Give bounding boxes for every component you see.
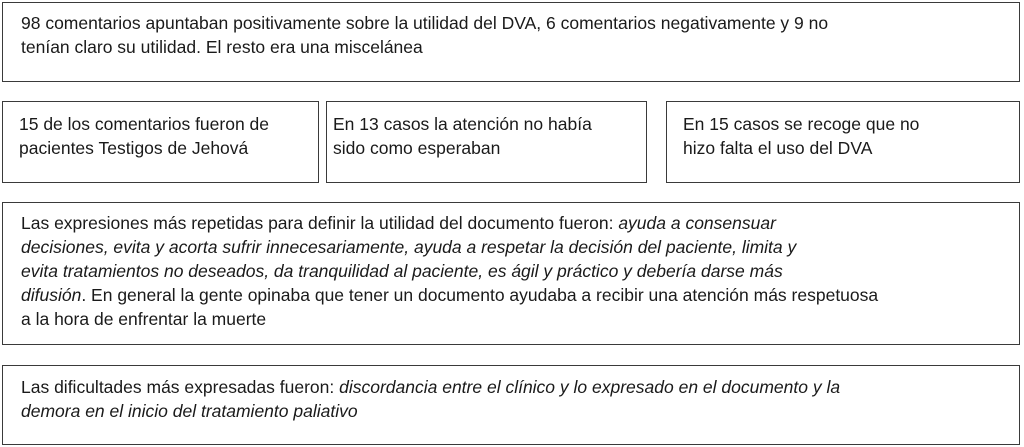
jehovah-witness-text-line-2: pacientes Testigos de Jehová — [19, 138, 249, 158]
difficulties-box — [2, 365, 1020, 445]
difficulties-italic-text-2: demora en el inicio del tratamiento paliativo — [21, 401, 358, 421]
jehovah-witness-text-line-1: 15 de los comentarios fueron de — [19, 114, 270, 134]
utility-italic-text-1: ayuda a consensuar — [618, 213, 776, 233]
not-needed-box — [666, 101, 1020, 183]
summary-text-line-2: tenían claro su utilidad. El resto era una miscelánea — [21, 37, 423, 57]
not-needed-text-line-2: hizo falta el uso del DVA — [683, 138, 873, 158]
not-needed-text-line-1: En 15 casos se recoge que no — [683, 114, 920, 134]
summary-box — [2, 2, 1020, 82]
utility-italic-text-4: difusión — [21, 285, 82, 305]
difficulties-text-line-1 — [21, 375, 1005, 399]
unmet-expectations-text-line-2: sido como esperaban — [333, 138, 501, 158]
utility-text-line-5: a la hora de enfrentar la muerte — [21, 309, 267, 329]
utility-text-line-1 — [21, 211, 1005, 235]
utility-text-line-4 — [21, 283, 1005, 307]
jehovah-witness-box — [2, 101, 319, 183]
difficulties-text-line-2 — [21, 399, 1005, 423]
utility-italic-text-2: decisiones, evita y acorta sufrir innecesariamente, ayuda a respetar la decisión del paciente, limita y — [21, 237, 797, 257]
utility-expressions-box — [2, 202, 1020, 345]
difficulties-italic-text-1: discordancia entre el clínico y lo expresado en el documento y la — [339, 377, 841, 397]
utility-text-line-3 — [21, 259, 1005, 283]
utility-text-line-2 — [21, 235, 1005, 259]
utility-intro-text: Las expresiones más repetidas para definir la utilidad del documento fueron: — [21, 213, 619, 233]
utility-italic-text-3: evita tratamientos no deseados, da tranquilidad al paciente, es ágil y práctico y debería darse más — [21, 261, 783, 281]
summary-text-line-1: 98 comentarios apuntaban positivamente sobre la utilidad del DVA, 6 comentarios negativamente y 9 no — [21, 13, 829, 33]
unmet-expectations-box — [326, 101, 647, 183]
unmet-expectations-text-line-1: En 13 casos la atención no había — [333, 114, 592, 134]
difficulties-intro-text: Las dificultades más expresadas fueron: — [21, 377, 340, 397]
utility-conclusion-text: . En general la gente opinaba que tener un documento ayudaba a recibir una atención más respetuosa — [81, 285, 879, 305]
